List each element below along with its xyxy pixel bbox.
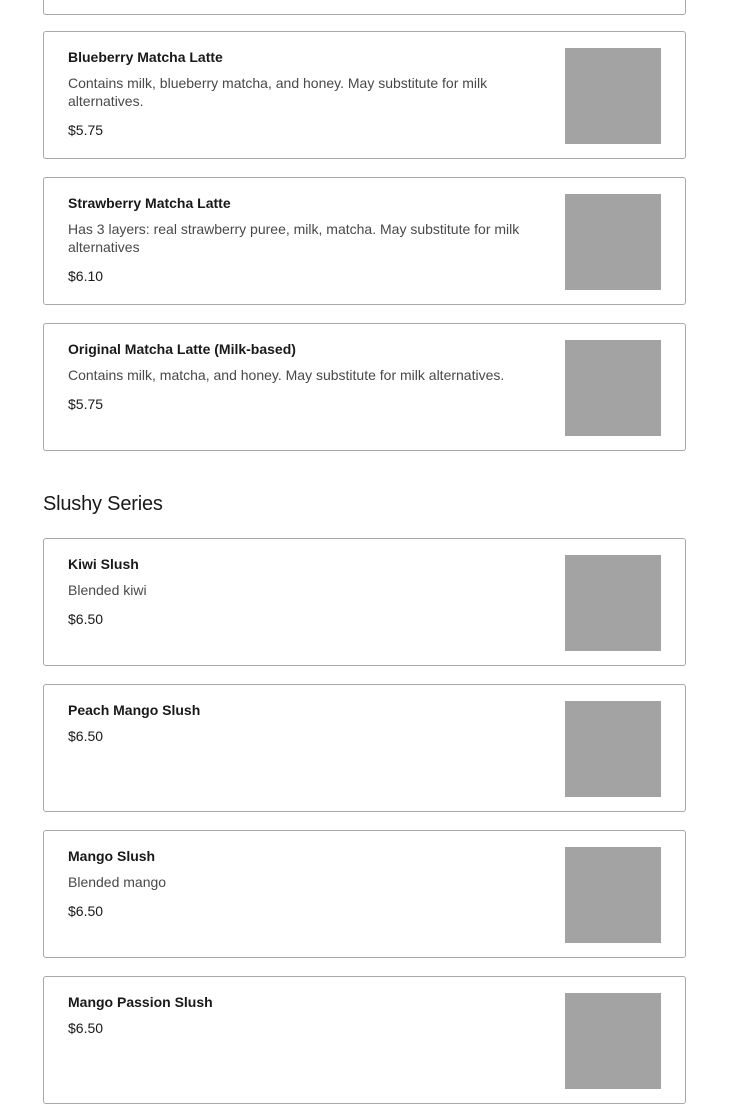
menu-item-name: Original Matcha Latte (Milk-based) — [68, 341, 296, 357]
menu-item-card[interactable] — [43, 684, 686, 812]
menu-item-text — [68, 194, 548, 285]
menu-item-description: Blended kiwi — [68, 582, 147, 598]
menu-item-price: $5.75 — [68, 396, 104, 412]
menu-item-card-partial[interactable] — [43, 0, 686, 15]
menu-item-image — [565, 993, 661, 1089]
menu-item-description: Has 3 layers: real strawberry puree, milk, matcha. May substitute for milk alternatives — [68, 221, 520, 255]
menu-item-description: Contains milk, matcha, and honey. May substitute for milk alternatives. — [68, 367, 505, 383]
section-title: Slushy Series — [43, 493, 163, 515]
menu-item-price: $6.50 — [68, 611, 104, 627]
menu-item-card[interactable] — [43, 177, 686, 305]
menu-item-price: $6.50 — [68, 1020, 104, 1036]
menu-item-name: Kiwi Slush — [68, 556, 139, 572]
menu-item-image — [565, 194, 661, 290]
menu-item-image — [565, 340, 661, 436]
menu-item-description: Contains milk, blueberry matcha, and honey. May substitute for milk alternatives. — [68, 75, 488, 109]
menu-item-text — [68, 555, 548, 628]
menu-item-card[interactable] — [43, 976, 686, 1104]
menu-item-card[interactable] — [43, 31, 686, 159]
menu-item-price: $6.50 — [68, 903, 104, 919]
menu-item-description: Blended mango — [68, 874, 167, 890]
menu-item-image — [565, 701, 661, 797]
menu-item-image — [565, 48, 661, 144]
menu-item-text — [68, 847, 548, 920]
menu-item-image — [565, 555, 661, 651]
menu-item-text — [68, 993, 548, 1037]
menu-item-text — [68, 340, 548, 413]
menu-item-name: Mango Slush — [68, 848, 156, 864]
menu-item-card[interactable] — [43, 538, 686, 666]
menu-item-name: Peach Mango Slush — [68, 702, 201, 718]
menu-item-name: Blueberry Matcha Latte — [68, 49, 223, 65]
menu-item-card[interactable] — [43, 830, 686, 958]
menu-item-card[interactable] — [43, 323, 686, 451]
menu-item-image — [565, 847, 661, 943]
menu-item-price: $5.75 — [68, 122, 104, 138]
menu-item-name: Mango Passion Slush — [68, 994, 213, 1010]
menu-item-text — [68, 701, 548, 745]
menu-item-price: $6.10 — [68, 268, 104, 284]
menu-item-price: $6.50 — [68, 728, 104, 744]
menu-item-text — [68, 48, 548, 139]
menu-item-name: Strawberry Matcha Latte — [68, 195, 231, 211]
